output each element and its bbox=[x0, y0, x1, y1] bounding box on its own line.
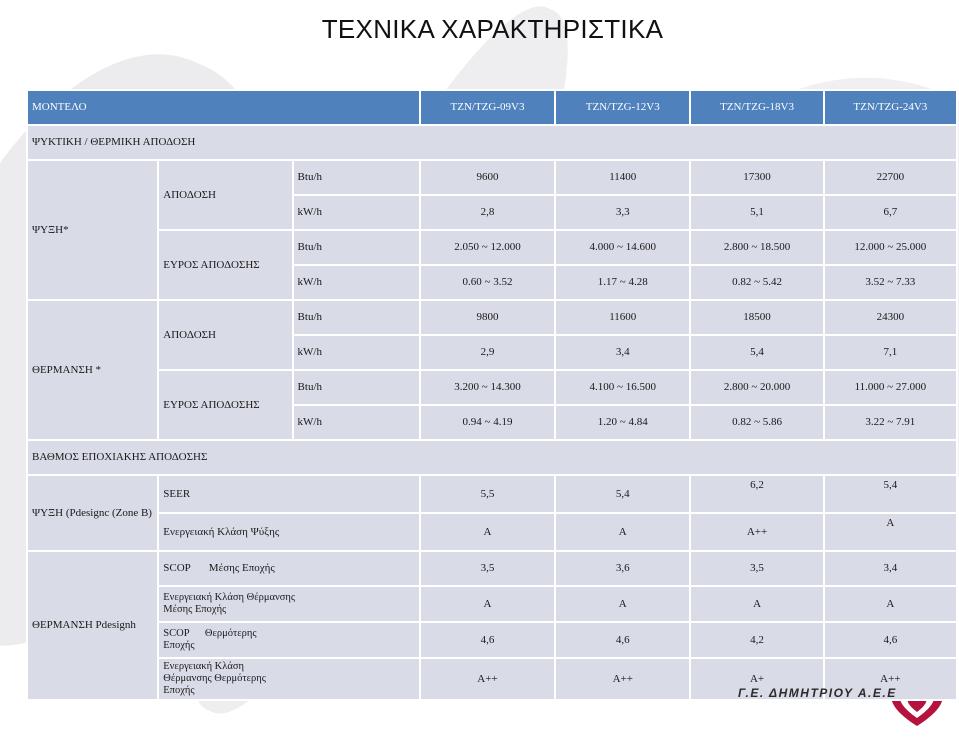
range-label: ΕΥΡΟΣ ΑΠΟΔΟΣΗΣ bbox=[158, 370, 292, 440]
value-cell: 4.000 ~ 14.600 bbox=[555, 230, 690, 265]
unit-cell: Btu/h bbox=[293, 230, 420, 265]
scop-label: SCOP bbox=[163, 562, 191, 574]
value-cell: A bbox=[555, 586, 690, 622]
model-header: TZN/TZG-18V3 bbox=[690, 90, 823, 125]
value-cell: A++ bbox=[420, 658, 555, 700]
unit-cell: Btu/h bbox=[293, 300, 420, 335]
value-cell: A bbox=[824, 586, 957, 622]
table-row bbox=[27, 370, 957, 405]
model-header: TZN/TZG-24V3 bbox=[824, 90, 957, 125]
value-cell: 6,2 bbox=[690, 475, 823, 513]
value-cell: 3,5 bbox=[420, 551, 555, 586]
value-cell: 4,6 bbox=[555, 622, 690, 658]
heating-label: ΘΕΡΜΑΝΣΗ * bbox=[27, 300, 158, 440]
table-row bbox=[27, 300, 957, 335]
model-header: TZN/TZG-09V3 bbox=[420, 90, 555, 125]
value-cell: 4,6 bbox=[420, 622, 555, 658]
value-cell: 4,6 bbox=[824, 622, 957, 658]
value-cell: 5,4 bbox=[690, 335, 823, 370]
model-label: ΜΟΝΤΕΛΟ bbox=[27, 90, 420, 125]
value-cell: 5,5 bbox=[420, 475, 555, 513]
value-cell: 11400 bbox=[555, 160, 690, 195]
value-cell: 3.22 ~ 7.91 bbox=[824, 405, 957, 440]
value-cell: A++ bbox=[690, 513, 823, 551]
value-cell: 0.82 ~ 5.86 bbox=[690, 405, 823, 440]
table-row bbox=[27, 475, 957, 513]
value-cell: 3,4 bbox=[824, 551, 957, 586]
section-row bbox=[27, 440, 957, 475]
value-cell: 9800 bbox=[420, 300, 555, 335]
model-header: TZN/TZG-12V3 bbox=[555, 90, 690, 125]
spec-table bbox=[26, 89, 958, 701]
company-name: Γ.Ε. ΔΗΜΗΤΡΙΟΥ Α.Ε.Ε bbox=[738, 686, 897, 700]
heating-class-warm-text: Ενεργειακή Κλάση Θέρμανσης Θερμότερης Εποχής bbox=[163, 661, 266, 696]
unit-cell: kW/h bbox=[293, 265, 420, 300]
table-row bbox=[27, 230, 957, 265]
value-cell: 3,4 bbox=[555, 335, 690, 370]
value-cell: 24300 bbox=[824, 300, 957, 335]
seer-label: SEER bbox=[158, 475, 420, 513]
performance-label: ΑΠΟΔΟΣΗ bbox=[158, 160, 292, 230]
value-cell: 2.800 ~ 20.000 bbox=[690, 370, 823, 405]
header-row bbox=[27, 90, 957, 125]
table-row bbox=[27, 513, 957, 551]
seasonal-cooling-label: ΨΥΞΗ (Pdesignc (Zone B) bbox=[27, 475, 158, 551]
unit-cell: Btu/h bbox=[293, 160, 420, 195]
heating-class-average-text: Ενεργειακή Κλάση Θέρμανσης Μέσης Εποχής bbox=[163, 592, 296, 615]
heating-class-average-label bbox=[158, 586, 420, 622]
value-cell: 18500 bbox=[690, 300, 823, 335]
value-cell: 3,6 bbox=[555, 551, 690, 586]
value-cell: 0.94 ~ 4.19 bbox=[420, 405, 555, 440]
unit-cell: kW/h bbox=[293, 195, 420, 230]
range-label: ΕΥΡΟΣ ΑΠΟΔΟΣΗΣ bbox=[158, 230, 292, 300]
value-cell: 11.000 ~ 27.000 bbox=[824, 370, 957, 405]
value-cell: 9600 bbox=[420, 160, 555, 195]
section-row bbox=[27, 125, 957, 160]
unit-cell: kW/h bbox=[293, 405, 420, 440]
value-cell: 1.17 ~ 4.28 bbox=[555, 265, 690, 300]
section-title: ΒΑΘΜΟΣ ΕΠΟΧΙΑΚΗΣ ΑΠΟΔΟΣΗΣ bbox=[27, 440, 957, 475]
value-cell: A++ bbox=[824, 658, 957, 700]
value-cell: 3.200 ~ 14.300 bbox=[420, 370, 555, 405]
value-cell: 0.60 ~ 3.52 bbox=[420, 265, 555, 300]
value-cell: A bbox=[420, 586, 555, 622]
value-cell: 2,9 bbox=[420, 335, 555, 370]
table-row bbox=[27, 160, 957, 195]
section-title: ΨΥΚΤΙΚΗ / ΘΕΡΜΙΚΗ ΑΠΟΔΟΣΗ bbox=[27, 125, 957, 160]
unit-cell: Btu/h bbox=[293, 370, 420, 405]
seasonal-heating-label: ΘΕΡΜΑΝΣΗ Pdesignh bbox=[27, 551, 158, 700]
value-cell: A bbox=[555, 513, 690, 551]
value-cell: 4.100 ~ 16.500 bbox=[555, 370, 690, 405]
value-cell: 5,4 bbox=[824, 475, 957, 513]
unit-cell: kW/h bbox=[293, 335, 420, 370]
scop-warm-label bbox=[158, 622, 420, 658]
value-cell: 4,2 bbox=[690, 622, 823, 658]
table-row bbox=[27, 551, 957, 586]
cooling-class-label: Ενεργειακή Κλάση Ψύξης bbox=[158, 513, 420, 551]
value-cell: A++ bbox=[555, 658, 690, 700]
value-cell: A bbox=[824, 513, 957, 551]
value-cell: 3,5 bbox=[690, 551, 823, 586]
value-cell: 1.20 ~ 4.84 bbox=[555, 405, 690, 440]
value-cell: 3.52 ~ 7.33 bbox=[824, 265, 957, 300]
value-cell: 2,8 bbox=[420, 195, 555, 230]
heating-class-warm-label bbox=[158, 658, 420, 700]
value-cell: A+ bbox=[690, 658, 823, 700]
table-row bbox=[27, 586, 957, 622]
value-cell: A bbox=[690, 586, 823, 622]
page-title: ΤΕΧΝΙΚΑ ΧΑΡΑΚΤΗΡΙΣΤΙΚΑ bbox=[321, 14, 664, 44]
value-cell: 0.82 ~ 5.42 bbox=[690, 265, 823, 300]
value-cell: 5,4 bbox=[555, 475, 690, 513]
scop-average-label bbox=[158, 551, 420, 586]
value-cell: 2.050 ~ 12.000 bbox=[420, 230, 555, 265]
value-cell: 2.800 ~ 18.500 bbox=[690, 230, 823, 265]
value-cell: 6,7 bbox=[824, 195, 957, 230]
value-cell: 22700 bbox=[824, 160, 957, 195]
average-season-label: Μέσης Εποχής bbox=[208, 562, 275, 574]
value-cell: A bbox=[420, 513, 555, 551]
value-cell: 7,1 bbox=[824, 335, 957, 370]
value-cell: 17300 bbox=[690, 160, 823, 195]
value-cell: 12.000 ~ 25.000 bbox=[824, 230, 957, 265]
value-cell: 11600 bbox=[555, 300, 690, 335]
value-cell: 3,3 bbox=[555, 195, 690, 230]
table-row bbox=[27, 622, 957, 658]
value-cell: 5,1 bbox=[690, 195, 823, 230]
performance-label: ΑΠΟΔΟΣΗ bbox=[158, 300, 292, 370]
scop-warm-text: SCOP Θερμότερης Εποχής bbox=[163, 628, 260, 651]
cooling-label: ΨΥΞΗ* bbox=[27, 160, 158, 300]
